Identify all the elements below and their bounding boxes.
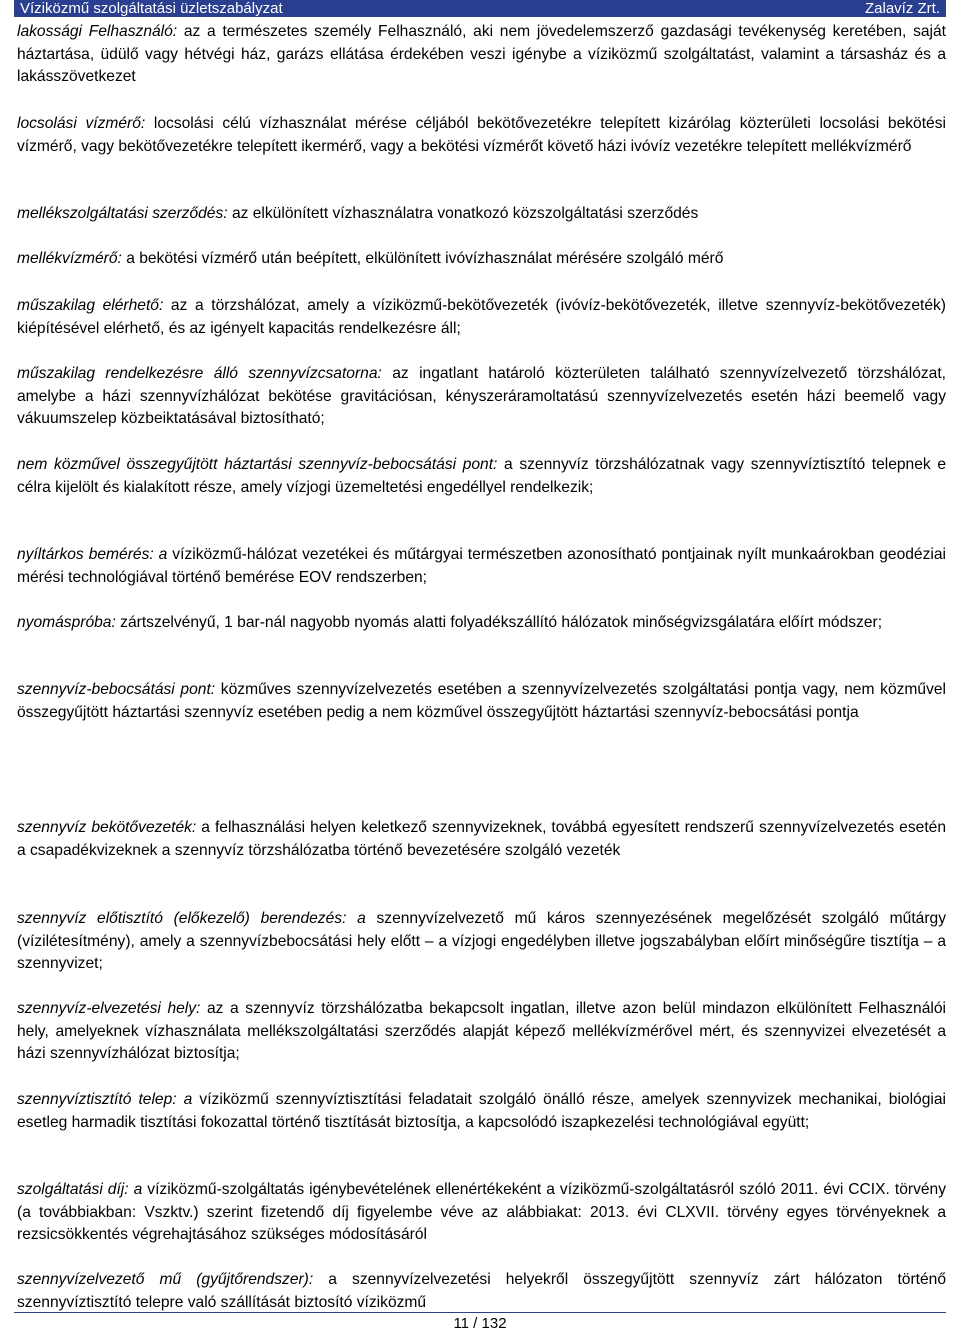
definition-term: műszakilag rendelkezésre álló szennyvízcsatorna:	[17, 365, 382, 382]
definition-text: az a szennyvíz törzshálózatba bekapcsolt ingatlan, illetve azon belül mindazon elkülönített Felhasználói hely, amelyeknek vízhasználata mellékszolgáltatási szerződés alapját képező mellékvízmérővel mért, és szennyvizei elvezetését a házi szennyvízhálózat biztosítja;	[17, 1000, 946, 1063]
page-header	[14, 0, 946, 17]
definition-term: szennyvíztisztító telep: a	[17, 1091, 193, 1108]
definition-entry	[17, 544, 946, 589]
definition-term: szennyvíz előtisztító (előkezelő) berendezés: a	[17, 910, 366, 927]
definition-term: lakossági Felhasználó:	[17, 23, 178, 40]
definition-entry	[17, 612, 946, 635]
definition-entry	[17, 1179, 946, 1247]
definition-entry	[17, 817, 946, 862]
definition-text: víziközmű szennyvíztisztítási feladatait szolgáló önálló része, amelyek szennyvizek mechanikai, biológiai esetleg harmadik tisztítási fokozattal történő tisztítását biztosítja, a kapcsolódó iszapkezelési technológiával együtt;	[17, 1091, 947, 1131]
definition-text: a szennyvízelvezetési helyekről összegyűjtött szennyvíz zárt hálózaton történő szennyvíztisztító telepre való szállítását biztosító víziközmű	[17, 1271, 946, 1311]
definition-entry	[17, 248, 946, 271]
definition-entry	[17, 1269, 946, 1314]
definition-term: szolgáltatási díj: a	[17, 1181, 143, 1198]
definition-term: locsolási vízmérő:	[17, 115, 146, 132]
definition-text: víziközmű-hálózat vezetékei és műtárgyai természetben azonosítható pontjainak nyílt munkaárokban geodéziai mérési technológiával történő bemérése EOV rendszerben;	[17, 546, 946, 586]
definition-entry	[17, 203, 946, 226]
header-title: Víziközmű szolgáltatási üzletszabályzat	[20, 0, 283, 17]
definition-term: nyíltárkos bemérés: a	[17, 546, 168, 563]
header-company: Zalavíz Zrt.	[864, 0, 940, 17]
definition-term: szennyvíz-bebocsátási pont:	[17, 681, 216, 698]
definition-text: közműves szennyvízelvezetés esetében a szennyvízelvezetés szolgáltatási pontja vagy, nem közművel összegyűjtött háztartási szennyvíz esetében pedig a nem közművel összegyűjtött háztartási szennyvíz-bebocsátási pontja	[17, 681, 947, 721]
definition-term: műszakilag elérhető:	[17, 297, 164, 314]
definition-term: szennyvíz bekötővezeték:	[17, 819, 197, 836]
definition-term: szennyvíz-elvezetési hely:	[17, 1000, 201, 1017]
definition-text: szennyvízelvezető mű káros szennyezésének megelőzését szolgáló műtárgy (vízilétesítmény), amely a szennyvízbebocsátási hely előtt – a vízjogi engedélyben illetve jogszabályban előírt minőségűre tisztítja – a szennyvizet;	[17, 910, 947, 973]
definition-entry	[17, 295, 946, 340]
definition-entry	[17, 21, 946, 89]
definition-term: mellékszolgáltatási szerződés:	[17, 205, 228, 222]
definition-term: szennyvízelvezető mű (gyűjtőrendszer):	[17, 1271, 314, 1288]
definition-text: locsolási célú vízhasználat mérése céljából bekötővezetékre telepített kizárólag közterületi locsolási bekötési vízmérő, vagy bekötővezetékre telepített ikermérő, vagy a bekötési vízmérőt követő házi ivóvíz vezetékre telepített mellékvízmérő	[17, 115, 946, 155]
definition-text: a szennyvíz törzshálózatnak vagy szennyvíztisztító telepnek e célra kijelölt és kialakított része, amely vízjogi üzemeltetési engedéllyel rendelkezik;	[17, 456, 946, 496]
definition-text: a felhasználási helyen keletkező szennyvizeknek, továbbá egyesített rendszerű szennyvízelvezetés esetén a csapadékvizeknek a szennyvíz törzshálózatba történő bevezetésére szolgáló vezeték	[17, 819, 946, 859]
definition-entry	[17, 113, 946, 158]
definition-term: nyomáspróba:	[17, 614, 116, 631]
definition-text: az a törzshálózat, amely a víziközmű-bekötővezeték (ivóvíz-bekötővezeték, illetve szennyvíz-bekötővezeték) kiépítésével elérhető, és az igényelt kapacitás rendelkezésre áll;	[17, 297, 946, 337]
definition-text: a bekötési vízmérő után beépített, elkülönített ivóvízhasználat mérésére szolgáló mérő	[121, 250, 724, 267]
definition-text: az ingatlant határoló közterületen található szennyvízelvezető törzshálózat, amelybe a házi szennyvízhálózat bekötése gravitációsan, kényszeráramoltatású szennyvízelvezetés esetén házi beemelő vagy vákuumszelep közbeiktatásával biztosítható;	[17, 365, 946, 428]
definition-term: nem közművel összegyűjtött háztartási szennyvíz-bebocsátási pont:	[17, 456, 498, 473]
definition-entry	[17, 908, 946, 976]
footer-rule	[14, 1312, 946, 1313]
definition-entry	[17, 1089, 946, 1134]
definition-entry	[17, 363, 946, 431]
definition-entry	[17, 679, 946, 724]
definition-text: az elkülönített vízhasználatra vonatkozó közszolgáltatási szerződés	[227, 205, 699, 222]
definition-text: zártszelvényű, 1 bar-nál nagyobb nyomás alatti folyadékszállító hálózatok minőségvizsgálatára előírt módszer;	[115, 614, 883, 631]
definition-term: mellékvízmérő:	[17, 250, 122, 267]
definition-text: víziközmű-szolgáltatás igénybevételének ellenértékeként a víziközmű-szolgáltatásról szóló 2011. évi CCIX. törvény (a továbbiakban: Vszktv.) szerint fizetendő díj figyelembe véve az alábbiakat: 2013. évi CLXVII. törvény egyes törvényeknek a rezsicsökkentés végrehajtásához szükséges módosításáról	[17, 1181, 947, 1244]
definition-entry	[17, 454, 946, 499]
definition-text: az a természetes személy Felhasználó, aki nem jövedelemszerző gazdasági tevékenység keretében, saját háztartása, üdülő vagy hétvégi ház, garázs ellátása érdekében veszi igénybe a víziközmű szolgáltatást, valamint a társasház és a lakásszövetkezet	[17, 23, 947, 86]
page-number: 11 / 132	[453, 1315, 507, 1332]
definition-entry	[17, 998, 946, 1066]
